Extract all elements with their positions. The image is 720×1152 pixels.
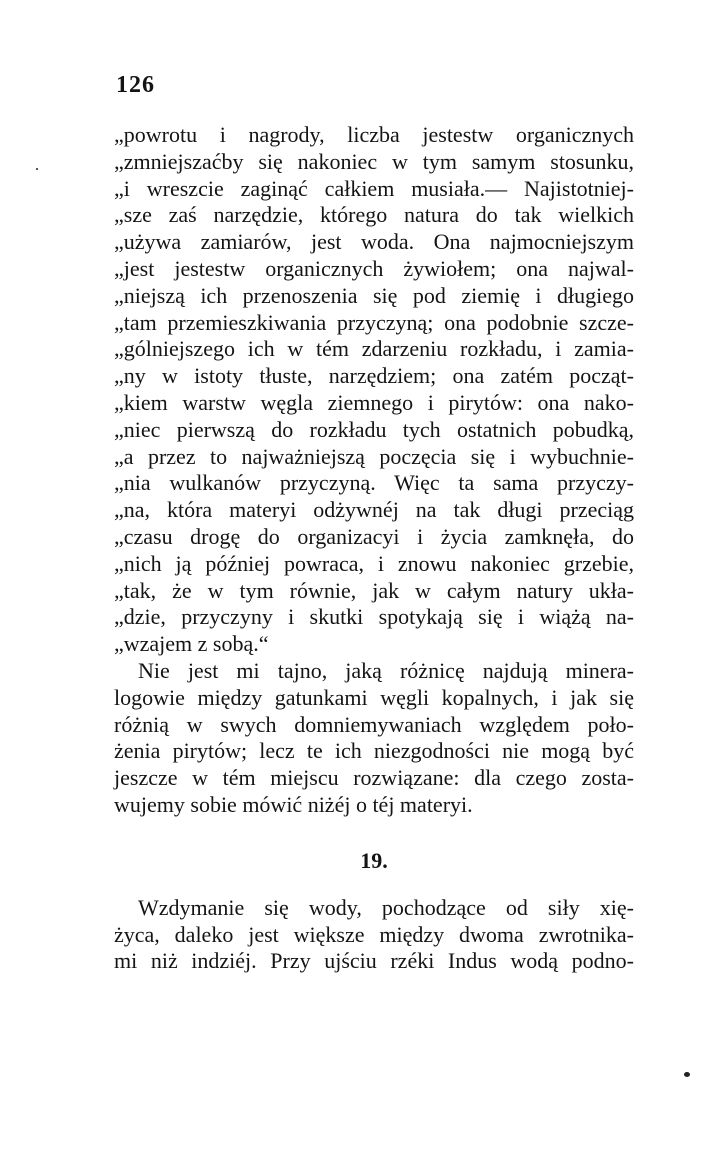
paragraph [114,658,634,819]
section-paragraph [114,895,634,975]
text-line: mi niż indziéj. Przy ujściu rzéki Indus wodą podno- [114,948,634,974]
text-line: „gólniejszego ich w tém zdarzeniu rozkładu, i zamia- [114,336,634,362]
quotation-block [114,122,634,658]
text-line: „powrotu i nagrody, liczba jestestw organicznych [114,122,634,147]
ink-speck [36,168,38,170]
text-line: „wzajem z sobą.“ [114,631,269,657]
text-line: „nich ją później powraca, i znowu nakoniec grzebie, [114,550,634,576]
text-line: „dzie, przyczyny i skutki spotykają się i wiążą na- [114,604,634,630]
text-line: „i wreszcie zaginąć całkiem musiała.— Najistotniej- [114,175,634,201]
page-number: 126 [116,72,155,98]
text-line: „sze zaś narzędzie, którego natura do tak wielkich [114,202,634,228]
text-line: „ny w istoty tłuste, narzędziem; ona zatém począt- [114,363,634,389]
text-line: jeszcze w tém miejscu rozwiązane: dla czego zosta- [114,765,634,791]
section-number: 19. [360,847,388,873]
text-line: żenia pirytów; lecz te ich niezgodności nie mogą być [114,738,634,764]
text-line: „na, która materyi odżywnéj na tak długi przeciąg [114,497,634,523]
text-line: „czasu drogę do organizacyi i życia zamknęła, do [114,523,634,549]
text-line: „tam przemieszkiwania przyczyną; ona podobnie szcze- [114,309,634,335]
page-body [114,122,634,975]
text-line: „kiem warstw węgla ziemnego i pirytów: ona nako- [114,389,634,415]
text-line: „używa zamiarów, jest woda. Ona najmocniejszym [114,229,634,255]
text-line: „niejszą ich przenoszenia się pod ziemię i długiego [114,282,634,308]
text-line: logowie między gatunkami węgli kopalnych, i jak się [114,684,634,710]
text-line: „a przez to najważniejszą poczęcia się i wybuchnie- [114,443,634,469]
text-line: „jest jestestw organicznych żywiołem; ona najwal- [114,255,634,281]
text-line: „nia wulkanów przyczyną. Więc ta sama przyczy- [114,470,634,496]
text-line: Wzdymanie się wody, pochodzące od siły xię- [138,894,634,920]
text-line: wujemy sobie mówić niżéj o téj materyi. [114,791,473,817]
text-line: życa, daleko jest większe między dwoma zwrotnika- [114,921,634,947]
text-line: Nie jest mi tajno, jaką różnicę najdują minera- [138,657,634,683]
text-line: „niec pierwszą do rozkładu tych ostatnich pobudką, [114,416,634,442]
text-line: „zmniejszaćby się nakoniec w tym samym stosunku, [114,148,634,174]
text-line: różnią w swych domniemywaniach względem poło- [114,711,634,737]
text-line: „tak, że w tym równie, jak w całym natury ukła- [114,577,634,603]
ink-speck [684,1072,690,1077]
